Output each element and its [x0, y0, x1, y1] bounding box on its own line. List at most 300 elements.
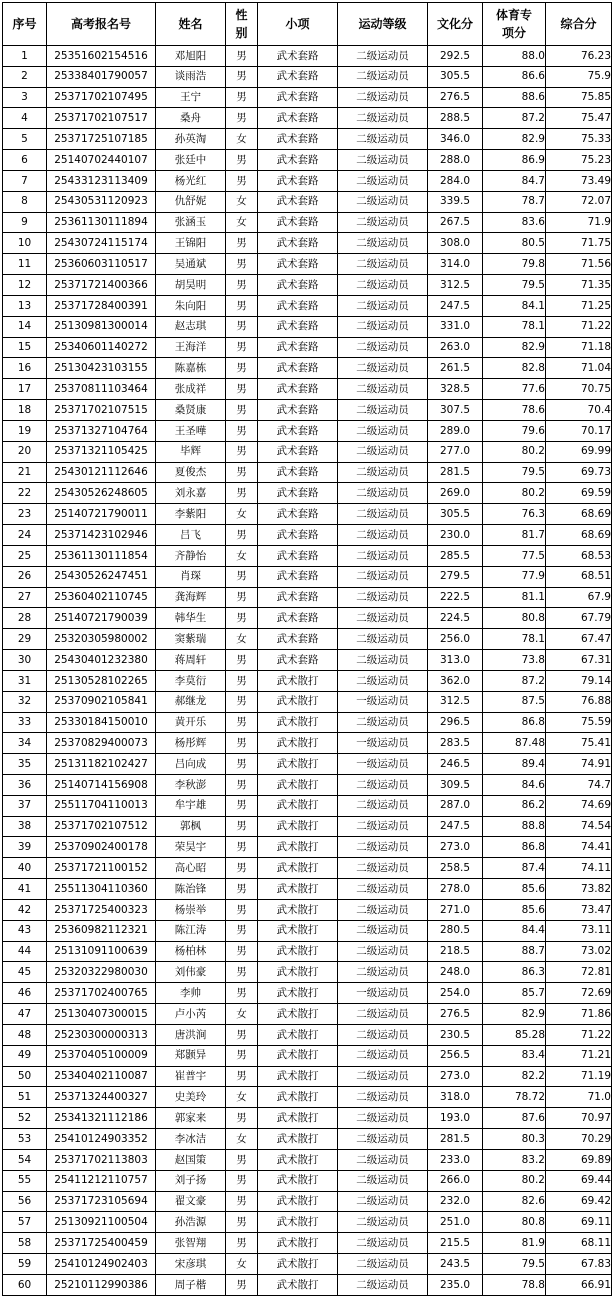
event-cell: 武术套路: [258, 358, 338, 379]
seq-cell: 15: [3, 337, 47, 358]
sport-score-cell: 88.0: [483, 46, 546, 67]
table-row: [3, 816, 612, 837]
level-cell: 二级运动员: [338, 879, 428, 900]
culture-score-cell: 254.0: [428, 983, 483, 1004]
sport-score-cell: 87.6: [483, 1108, 546, 1129]
table-row: [3, 1129, 612, 1150]
culture-score-cell: 235.0: [428, 1274, 483, 1295]
total-score-cell: 76.23: [546, 46, 612, 67]
table-row: [3, 191, 612, 212]
level-cell: 二级运动员: [338, 483, 428, 504]
total-score-cell: 71.35: [546, 275, 612, 296]
level-cell: 二级运动员: [338, 941, 428, 962]
total-score-cell: 70.4: [546, 400, 612, 421]
sport-score-cell: 86.8: [483, 837, 546, 858]
exam-id-cell: 25340601140272: [47, 337, 156, 358]
sport-score-cell: 87.2: [483, 108, 546, 129]
total-score-cell: 67.47: [546, 629, 612, 650]
seq-cell: 49: [3, 1045, 47, 1066]
gender-cell: 男: [226, 420, 258, 441]
event-cell: 武术套路: [258, 379, 338, 400]
gender-cell: 男: [226, 587, 258, 608]
total-score-cell: 70.75: [546, 379, 612, 400]
culture-score-cell: 278.0: [428, 879, 483, 900]
event-cell: 武术散打: [258, 1212, 338, 1233]
total-score-cell: 71.22: [546, 316, 612, 337]
table-row: [3, 379, 612, 400]
table-row: [3, 545, 612, 566]
level-cell: 二级运动员: [338, 629, 428, 650]
table-row: [3, 420, 612, 441]
sport-score-cell: 84.6: [483, 774, 546, 795]
total-score-cell: 67.31: [546, 650, 612, 671]
event-cell: 武术套路: [258, 275, 338, 296]
total-score-cell: 69.89: [546, 1149, 612, 1170]
level-cell: 二级运动员: [338, 212, 428, 233]
culture-score-cell: 328.5: [428, 379, 483, 400]
total-score-cell: 74.41: [546, 837, 612, 858]
culture-score-cell: 280.5: [428, 920, 483, 941]
seq-cell: 13: [3, 295, 47, 316]
gender-cell: 男: [226, 608, 258, 629]
name-cell: 张成祥: [156, 379, 226, 400]
gender-cell: 男: [226, 816, 258, 837]
table-row: [3, 629, 612, 650]
event-cell: 武术套路: [258, 66, 338, 87]
level-cell: 二级运动员: [338, 1149, 428, 1170]
exam-id-cell: 25341321112186: [47, 1108, 156, 1129]
name-cell: 刘永嘉: [156, 483, 226, 504]
header-event: 小项: [258, 3, 338, 46]
table-row: [3, 66, 612, 87]
name-cell: 龚海辉: [156, 587, 226, 608]
event-cell: 武术散打: [258, 1108, 338, 1129]
sport-score-cell: 78.6: [483, 400, 546, 421]
sport-score-cell: 79.5: [483, 462, 546, 483]
event-cell: 武术套路: [258, 587, 338, 608]
total-score-cell: 71.56: [546, 254, 612, 275]
total-score-cell: 69.42: [546, 1191, 612, 1212]
header-gender: 性别: [226, 3, 258, 46]
table-row: [3, 129, 612, 150]
name-cell: 邓旭阳: [156, 46, 226, 67]
exam-id-cell: 25370829400073: [47, 733, 156, 754]
level-cell: 二级运动员: [338, 858, 428, 879]
exam-id-cell: 25130407300015: [47, 1004, 156, 1025]
name-cell: 张涵玉: [156, 212, 226, 233]
exam-id-cell: 25511304110360: [47, 879, 156, 900]
table-row: [3, 400, 612, 421]
seq-cell: 40: [3, 858, 47, 879]
exam-id-cell: 25410124902403: [47, 1254, 156, 1275]
name-cell: 吕飞: [156, 525, 226, 546]
total-score-cell: 69.59: [546, 483, 612, 504]
table-row: [3, 795, 612, 816]
sport-score-cell: 82.6: [483, 1191, 546, 1212]
level-cell: 二级运动员: [338, 525, 428, 546]
exam-id-cell: 25370405100009: [47, 1045, 156, 1066]
seq-cell: 14: [3, 316, 47, 337]
sport-score-cell: 80.8: [483, 1212, 546, 1233]
sport-score-cell: 78.8: [483, 1274, 546, 1295]
header-culture-score: 文化分: [428, 3, 483, 46]
table-row: [3, 1149, 612, 1170]
total-score-cell: 75.41: [546, 733, 612, 754]
level-cell: 二级运动员: [338, 379, 428, 400]
name-cell: 胡昊明: [156, 275, 226, 296]
gender-cell: 男: [226, 1233, 258, 1254]
event-cell: 武术散打: [258, 795, 338, 816]
event-cell: 武术套路: [258, 525, 338, 546]
gender-cell: 女: [226, 629, 258, 650]
seq-cell: 12: [3, 275, 47, 296]
event-cell: 武术散打: [258, 899, 338, 920]
table-row: [3, 337, 612, 358]
total-score-cell: 74.54: [546, 816, 612, 837]
gender-cell: 女: [226, 1254, 258, 1275]
level-cell: 二级运动员: [338, 170, 428, 191]
level-cell: 二级运动员: [338, 816, 428, 837]
sport-score-cell: 84.7: [483, 170, 546, 191]
sport-score-cell: 77.9: [483, 566, 546, 587]
gender-cell: 男: [226, 1274, 258, 1295]
sport-score-cell: 79.6: [483, 420, 546, 441]
name-cell: 桑贤康: [156, 400, 226, 421]
gender-cell: 男: [226, 899, 258, 920]
sport-score-cell: 86.2: [483, 795, 546, 816]
sport-score-cell: 81.1: [483, 587, 546, 608]
exam-id-cell: 25370902400178: [47, 837, 156, 858]
gender-cell: 男: [226, 1170, 258, 1191]
table-row: [3, 733, 612, 754]
seq-cell: 20: [3, 441, 47, 462]
event-cell: 武术套路: [258, 316, 338, 337]
table-row: [3, 566, 612, 587]
gender-cell: 男: [226, 691, 258, 712]
table-row: [3, 233, 612, 254]
table-row: [3, 358, 612, 379]
event-cell: 武术散打: [258, 754, 338, 775]
exam-id-cell: 25361130111854: [47, 545, 156, 566]
culture-score-cell: 233.0: [428, 1149, 483, 1170]
name-cell: 孙英淘: [156, 129, 226, 150]
exam-id-cell: 25338401790057: [47, 66, 156, 87]
culture-score-cell: 346.0: [428, 129, 483, 150]
exam-id-cell: 25511704110013: [47, 795, 156, 816]
name-cell: 张智翔: [156, 1233, 226, 1254]
header-name: 姓名: [156, 3, 226, 46]
gender-cell: 男: [226, 254, 258, 275]
total-score-cell: 71.04: [546, 358, 612, 379]
name-cell: 周子楷: [156, 1274, 226, 1295]
culture-score-cell: 287.0: [428, 795, 483, 816]
table-row: [3, 441, 612, 462]
event-cell: 武术散打: [258, 1170, 338, 1191]
name-cell: 王宁: [156, 87, 226, 108]
exam-id-cell: 25371702400765: [47, 983, 156, 1004]
level-cell: 二级运动员: [338, 1274, 428, 1295]
sport-score-cell: 82.8: [483, 358, 546, 379]
level-cell: 二级运动员: [338, 504, 428, 525]
culture-score-cell: 289.0: [428, 420, 483, 441]
sport-score-cell: 83.2: [483, 1149, 546, 1170]
sport-score-cell: 84.4: [483, 920, 546, 941]
gender-cell: 男: [226, 795, 258, 816]
gender-cell: 男: [226, 1149, 258, 1170]
table-row: [3, 941, 612, 962]
name-cell: 李紫阳: [156, 504, 226, 525]
event-cell: 武术散打: [258, 670, 338, 691]
seq-cell: 29: [3, 629, 47, 650]
gender-cell: 男: [226, 879, 258, 900]
gender-cell: 男: [226, 379, 258, 400]
gender-cell: 男: [226, 712, 258, 733]
gender-cell: 男: [226, 733, 258, 754]
sport-score-cell: 78.1: [483, 629, 546, 650]
event-cell: 武术套路: [258, 337, 338, 358]
name-cell: 杨彤辉: [156, 733, 226, 754]
exam-id-cell: 25230300000313: [47, 1024, 156, 1045]
name-cell: 桑舟: [156, 108, 226, 129]
level-cell: 二级运动员: [338, 962, 428, 983]
seq-cell: 30: [3, 650, 47, 671]
level-cell: 二级运动员: [338, 670, 428, 691]
seq-cell: 5: [3, 129, 47, 150]
table-row: [3, 1004, 612, 1025]
level-cell: 二级运动员: [338, 87, 428, 108]
sport-score-cell: 86.6: [483, 66, 546, 87]
culture-score-cell: 276.5: [428, 1004, 483, 1025]
table-row: [3, 983, 612, 1004]
table-row: [3, 962, 612, 983]
culture-score-cell: 288.0: [428, 150, 483, 171]
gender-cell: 男: [226, 920, 258, 941]
level-cell: 二级运动员: [338, 462, 428, 483]
level-cell: 二级运动员: [338, 899, 428, 920]
event-cell: 武术散打: [258, 962, 338, 983]
event-cell: 武术套路: [258, 566, 338, 587]
sport-score-cell: 81.7: [483, 525, 546, 546]
total-score-cell: 69.99: [546, 441, 612, 462]
header-exam-id: 高考报名号: [47, 3, 156, 46]
event-cell: 武术散打: [258, 1004, 338, 1025]
sport-score-cell: 73.8: [483, 650, 546, 671]
exam-id-cell: 25340402110087: [47, 1066, 156, 1087]
culture-score-cell: 277.0: [428, 441, 483, 462]
sport-score-cell: 80.3: [483, 1129, 546, 1150]
sport-score-cell: 82.9: [483, 129, 546, 150]
name-cell: 赵志琪: [156, 316, 226, 337]
name-cell: 张廷中: [156, 150, 226, 171]
event-cell: 武术散打: [258, 1191, 338, 1212]
event-cell: 武术套路: [258, 108, 338, 129]
name-cell: 陈江涛: [156, 920, 226, 941]
gender-cell: 男: [226, 983, 258, 1004]
event-cell: 武术套路: [258, 420, 338, 441]
level-cell: 二级运动员: [338, 1108, 428, 1129]
seq-cell: 2: [3, 66, 47, 87]
gender-cell: 男: [226, 525, 258, 546]
name-cell: 唐洪涧: [156, 1024, 226, 1045]
name-cell: 王圣嘩: [156, 420, 226, 441]
table-row: [3, 46, 612, 67]
level-cell: 二级运动员: [338, 400, 428, 421]
gender-cell: 女: [226, 545, 258, 566]
seq-cell: 39: [3, 837, 47, 858]
seq-cell: 23: [3, 504, 47, 525]
seq-cell: 8: [3, 191, 47, 212]
name-cell: 朱向阳: [156, 295, 226, 316]
culture-score-cell: 266.0: [428, 1170, 483, 1191]
sport-score-cell: 89.4: [483, 754, 546, 775]
table-row: [3, 899, 612, 920]
name-cell: 崔普宇: [156, 1066, 226, 1087]
gender-cell: 男: [226, 295, 258, 316]
level-cell: 二级运动员: [338, 1129, 428, 1150]
event-cell: 武术套路: [258, 441, 338, 462]
exam-id-cell: 25130528102265: [47, 670, 156, 691]
sport-score-cell: 80.2: [483, 1170, 546, 1191]
exam-id-cell: 25360402110745: [47, 587, 156, 608]
table-row: [3, 1024, 612, 1045]
level-cell: 二级运动员: [338, 420, 428, 441]
name-cell: 韩华生: [156, 608, 226, 629]
table-row: [3, 691, 612, 712]
total-score-cell: 75.85: [546, 87, 612, 108]
table-row: [3, 754, 612, 775]
sport-score-cell: 80.8: [483, 608, 546, 629]
culture-score-cell: 218.5: [428, 941, 483, 962]
seq-cell: 53: [3, 1129, 47, 1150]
exam-id-cell: 25140721790039: [47, 608, 156, 629]
name-cell: 郝继龙: [156, 691, 226, 712]
event-cell: 武术套路: [258, 608, 338, 629]
sport-score-cell: 78.1: [483, 316, 546, 337]
gender-cell: 女: [226, 129, 258, 150]
event-cell: 武术散打: [258, 712, 338, 733]
culture-score-cell: 224.5: [428, 608, 483, 629]
event-cell: 武术散打: [258, 920, 338, 941]
level-cell: 二级运动员: [338, 712, 428, 733]
exam-id-cell: 25370811103464: [47, 379, 156, 400]
exam-id-cell: 25371702107517: [47, 108, 156, 129]
total-score-cell: 73.11: [546, 920, 612, 941]
gender-cell: 女: [226, 504, 258, 525]
sport-score-cell: 82.2: [483, 1066, 546, 1087]
event-cell: 武术套路: [258, 87, 338, 108]
gender-cell: 男: [226, 1212, 258, 1233]
name-cell: 李帅: [156, 983, 226, 1004]
name-cell: 黄开乐: [156, 712, 226, 733]
event-cell: 武术套路: [258, 150, 338, 171]
event-cell: 武术套路: [258, 462, 338, 483]
gender-cell: 女: [226, 1129, 258, 1150]
gender-cell: 男: [226, 670, 258, 691]
seq-cell: 41: [3, 879, 47, 900]
culture-score-cell: 279.5: [428, 566, 483, 587]
name-cell: 李莫衍: [156, 670, 226, 691]
level-cell: 二级运动员: [338, 358, 428, 379]
culture-score-cell: 215.5: [428, 1233, 483, 1254]
name-cell: 王锦阳: [156, 233, 226, 254]
exam-id-cell: 25371702113803: [47, 1149, 156, 1170]
table-row: [3, 1066, 612, 1087]
culture-score-cell: 273.0: [428, 1066, 483, 1087]
table-row: [3, 587, 612, 608]
exam-id-cell: 25360603110517: [47, 254, 156, 275]
total-score-cell: 71.21: [546, 1045, 612, 1066]
table-row: [3, 1212, 612, 1233]
total-score-cell: 67.79: [546, 608, 612, 629]
name-cell: 夏俊杰: [156, 462, 226, 483]
sport-score-cell: 81.9: [483, 1233, 546, 1254]
name-cell: 宋彦琪: [156, 1254, 226, 1275]
total-score-cell: 75.9: [546, 66, 612, 87]
table-row: [3, 879, 612, 900]
culture-score-cell: 305.5: [428, 504, 483, 525]
total-score-cell: 75.33: [546, 129, 612, 150]
seq-cell: 1: [3, 46, 47, 67]
culture-score-cell: 267.5: [428, 212, 483, 233]
table-row: [3, 920, 612, 941]
seq-cell: 32: [3, 691, 47, 712]
name-cell: 窦紫瑞: [156, 629, 226, 650]
level-cell: 二级运动员: [338, 191, 428, 212]
gender-cell: 男: [226, 400, 258, 421]
name-cell: 郑颢异: [156, 1045, 226, 1066]
seq-cell: 26: [3, 566, 47, 587]
level-cell: 二级运动员: [338, 441, 428, 462]
exam-id-cell: 25430121112646: [47, 462, 156, 483]
gender-cell: 男: [226, 337, 258, 358]
gender-cell: 男: [226, 1191, 258, 1212]
name-cell: 高心昭: [156, 858, 226, 879]
total-score-cell: 68.69: [546, 525, 612, 546]
seq-cell: 47: [3, 1004, 47, 1025]
gender-cell: 男: [226, 858, 258, 879]
sport-score-cell: 84.1: [483, 295, 546, 316]
seq-cell: 21: [3, 462, 47, 483]
event-cell: 武术套路: [258, 212, 338, 233]
table-row: [3, 108, 612, 129]
exam-id-cell: 25371725107185: [47, 129, 156, 150]
event-cell: 武术散打: [258, 1233, 338, 1254]
total-score-cell: 75.47: [546, 108, 612, 129]
total-score-cell: 72.81: [546, 962, 612, 983]
level-cell: 二级运动员: [338, 1170, 428, 1191]
level-cell: 二级运动员: [338, 108, 428, 129]
name-cell: 蒋周轩: [156, 650, 226, 671]
culture-score-cell: 292.5: [428, 46, 483, 67]
level-cell: 二级运动员: [338, 337, 428, 358]
exam-id-cell: 25371725400459: [47, 1233, 156, 1254]
gender-cell: 男: [226, 275, 258, 296]
level-cell: 二级运动员: [338, 1233, 428, 1254]
gender-cell: 男: [226, 1045, 258, 1066]
table-row: [3, 1233, 612, 1254]
level-cell: 二级运动员: [338, 774, 428, 795]
event-cell: 武术散打: [258, 816, 338, 837]
total-score-cell: 73.82: [546, 879, 612, 900]
sport-score-cell: 85.28: [483, 1024, 546, 1045]
table-row: [3, 670, 612, 691]
total-score-cell: 70.97: [546, 1108, 612, 1129]
level-cell: 二级运动员: [338, 1087, 428, 1108]
level-cell: 一级运动员: [338, 983, 428, 1004]
total-score-cell: 73.02: [546, 941, 612, 962]
total-score-cell: 71.25: [546, 295, 612, 316]
culture-score-cell: 230.0: [428, 525, 483, 546]
